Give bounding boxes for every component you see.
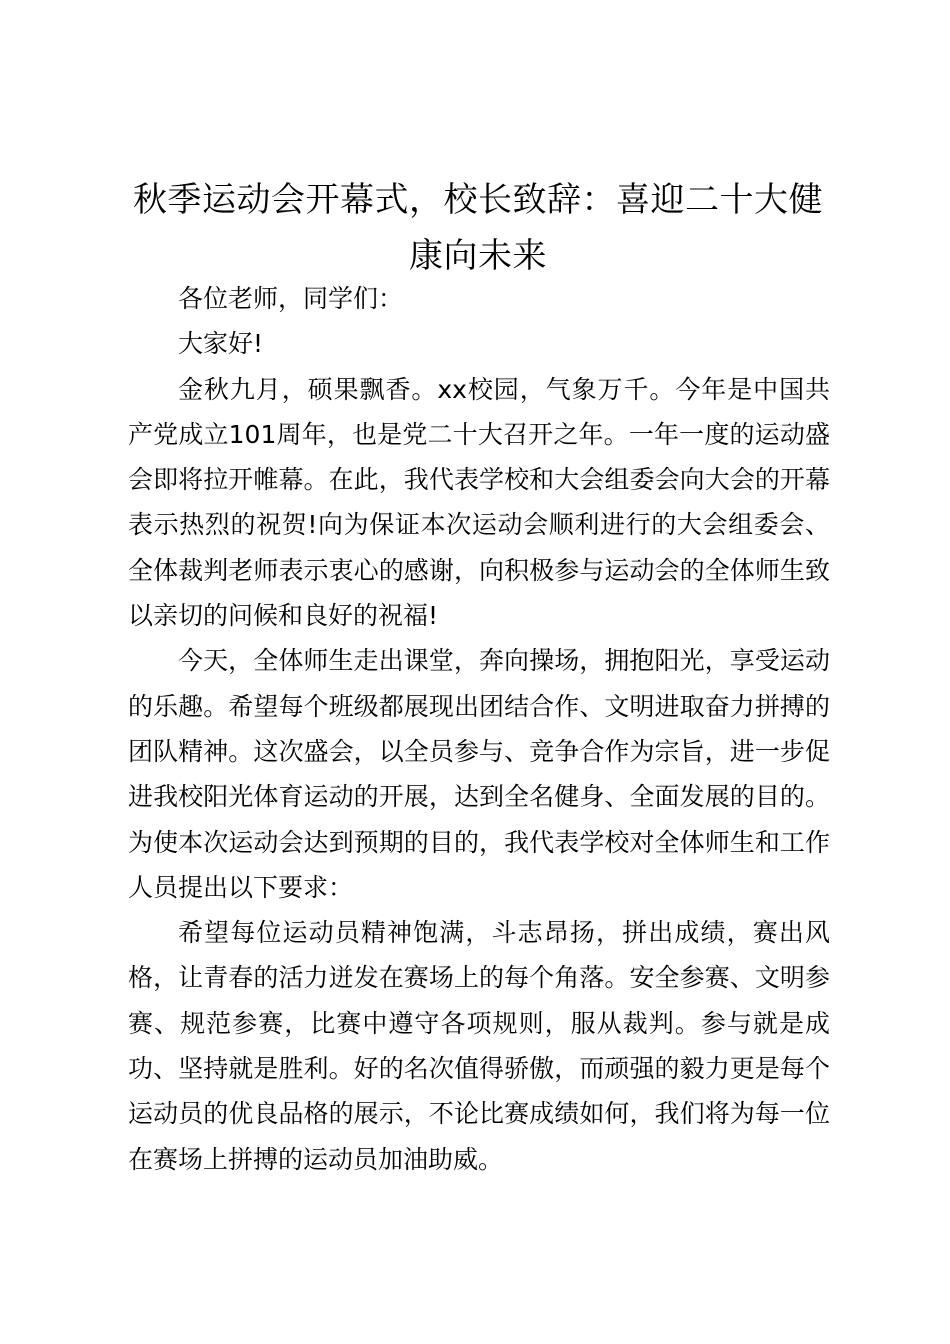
body-paragraph-1: 金秋九月，硕果飘香。xx校园，气象万千。今年是中国共产党成立101周年，也是党二十大召开之年。一年一度的运动盛会即将拉开帷幕。在此，我代表学校和大会组委会向大会的开幕表示热烈的祝贺!向为保证本次运动会顺利进行的大会组委会、全体裁判老师表示衷心的感谢，向积极参与运动会的全体师生致以亲切的问候和良好的祝福! xyxy=(128,374,830,631)
greeting-paragraph: 大家好! xyxy=(178,329,264,359)
body-paragraph-3: 希望每位运动员精神饱满，斗志昂扬，拼出成绩，赛出风格，让青春的活力迸发在赛场上的每个角落。安全参赛、文明参赛、规范参赛，比赛中遵守各项规则，服从裁判。参与就是成功、坚持就是胜利。好的名次值得骄傲，而顽强的毅力更是每个运动员的优良品格的展示，不论比赛成绩如何，我们将为每一位在赛场上拼搏的运动员加油助威。 xyxy=(128,918,830,1174)
document-title: 秋季运动会开幕式，校长致辞：喜迎二十大健康向未来 xyxy=(133,180,823,276)
salutation-paragraph: 各位老师，同学们： xyxy=(178,284,404,313)
document-body xyxy=(128,276,830,1182)
body-paragraph-2: 今天，全体师生走出课堂，奔向操场，拥抱阳光，享受运动的乐趣。希望每个班级都展现出团结合作、文明进取奋力拼搏的团队精神。这次盛会，以全员参与、竞争合作为宗旨，进一步促进我校阳光体育运动的开展，达到全名健身、全面发展的目的。为使本次运动会达到预期的目的，我代表学校对全体师生和工作人员提出以下要求： xyxy=(128,646,830,902)
